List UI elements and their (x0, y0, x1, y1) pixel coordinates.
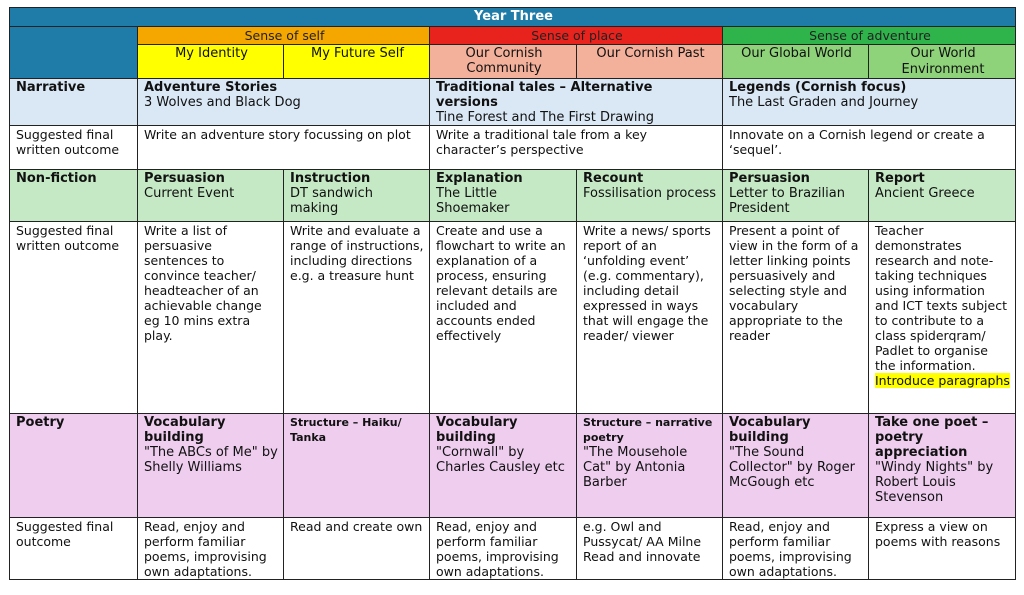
unit-cell (723, 414, 869, 518)
outcome-cell: Read, enjoy and perform familiar poems, improvising own adaptations. (138, 518, 284, 580)
topic-our-world-environment: Our World Environment (869, 45, 1016, 79)
unit-text: "Cornwall" by Charles Causley etc (436, 445, 565, 475)
unit-text: The Last Graden and Journey (729, 95, 919, 110)
unit-cell (869, 414, 1016, 518)
unit-cell (723, 170, 869, 222)
outcome-cell: Read and create own (284, 518, 430, 580)
unit-heading: Vocabulary building (436, 415, 518, 445)
unit-heading: Recount (583, 171, 644, 186)
theme-sense-of-self: Sense of self (138, 27, 430, 45)
outcome-label: Suggested final written outcome (10, 126, 138, 170)
topic-our-cornish-past: Our Cornish Past (577, 45, 723, 79)
unit-heading: Vocabulary building (144, 415, 226, 445)
unit-heading: Structure – narrative poetry (583, 416, 713, 444)
unit-text: Ancient Greece (875, 186, 975, 201)
unit-cell (430, 414, 577, 518)
unit-heading: Structure – Haiku/ Tanka (290, 416, 402, 444)
unit-text: DT sandwich making (290, 186, 373, 216)
unit-cell (138, 414, 284, 518)
outcome-cell: Write a list of persuasive sentences to convince teacher/ headteacher of an achievable change eg 10 mins extra play. (138, 222, 284, 414)
unit-heading: Report (875, 171, 925, 186)
unit-cell (284, 414, 430, 518)
outcome-label: Suggested final outcome (10, 518, 138, 580)
outcome-cell: Read, enjoy and perform familiar poems, improvising own adaptations. (723, 518, 869, 580)
outcome-cell: Create and use a flowchart to write an explanation of a process, ensuring relevant details are included and accounts ended effectively (430, 222, 577, 414)
row-label-poetry: Poetry (10, 414, 138, 518)
outcome-cell: Read, enjoy and perform familiar poems, improvising own adaptations. (430, 518, 577, 580)
unit-heading: Legends (Cornish focus) (729, 80, 907, 95)
unit-heading: Persuasion (144, 171, 225, 186)
unit-cell (577, 170, 723, 222)
outcome-cell: e.g. Owl and Pussycat/ AA Milne Read and innovate (577, 518, 723, 580)
unit-text: "Windy Nights" by Robert Louis Stevenson (875, 460, 994, 505)
outcome-text: Teacher demonstrates research and note-taking techniques using information and ICT texts subject to contribute to a class spiderqram/ Padlet to organise the information. (875, 223, 1007, 373)
outcome-cell: Write and evaluate a range of instructions, including directions e.g. a treasure hunt (284, 222, 430, 414)
outcome-cell (869, 222, 1016, 414)
topic-my-future-self: My Future Self (284, 45, 430, 79)
outcome-cell: Innovate on a Cornish legend or create a ‘sequel’. (723, 126, 1016, 170)
corner-cell (10, 27, 138, 79)
unit-heading: Explanation (436, 171, 523, 186)
unit-cell (430, 79, 723, 126)
row-label-nonfiction: Non-fiction (10, 170, 138, 222)
outcome-label: Suggested final written outcome (10, 222, 138, 414)
unit-text: "The Mousehole Cat" by Antonia Barber (583, 445, 688, 490)
unit-cell (138, 170, 284, 222)
unit-cell (723, 79, 1016, 126)
unit-text: Current Event (144, 186, 235, 201)
curriculum-table (9, 7, 1016, 580)
row-label-narrative: Narrative (10, 79, 138, 126)
unit-text: Letter to Brazilian President (729, 186, 845, 216)
unit-text: "The Sound Collector" by Roger McGough etc (729, 445, 855, 490)
unit-heading: Adventure Stories (144, 80, 278, 95)
unit-cell (430, 170, 577, 222)
unit-heading: Instruction (290, 171, 371, 186)
unit-text: Fossilisation process (583, 186, 717, 201)
table-title: Year Three (10, 8, 1016, 27)
highlight-note: Introduce paragraphs (875, 373, 1010, 388)
theme-sense-of-adventure: Sense of adventure (723, 27, 1016, 45)
unit-cell (138, 79, 430, 126)
unit-heading: Traditional tales – Alternative versions (436, 80, 653, 110)
outcome-cell: Express a view on poems with reasons (869, 518, 1016, 580)
unit-heading: Take one poet – poetry appreciation (875, 415, 989, 460)
outcome-cell: Write a news/ sports report of an ‘unfolding event’ (e.g. commentary), including detail expressed in ways that will engage the reader/ viewer (577, 222, 723, 414)
outcome-cell: Write an adventure story focussing on plot (138, 126, 430, 170)
outcome-cell: Write a traditional tale from a key character’s perspective (430, 126, 723, 170)
unit-text: Tine Forest and The First Drawing (436, 110, 654, 125)
unit-text: The Little Shoemaker (436, 186, 510, 216)
unit-cell (869, 170, 1016, 222)
outcome-cell: Present a point of view in the form of a letter linking points persuasively and selecting style and vocabulary appropriate to the reader (723, 222, 869, 414)
unit-heading: Vocabulary building (729, 415, 811, 445)
unit-text: "The ABCs of Me" by Shelly Williams (144, 445, 278, 475)
unit-heading: Persuasion (729, 171, 810, 186)
unit-cell (284, 170, 430, 222)
unit-text: 3 Wolves and Black Dog (144, 95, 301, 110)
topic-our-cornish-community: Our Cornish Community (430, 45, 577, 79)
theme-sense-of-place: Sense of place (430, 27, 723, 45)
topic-our-global-world: Our Global World (723, 45, 869, 79)
unit-cell (577, 414, 723, 518)
topic-my-identity: My Identity (138, 45, 284, 79)
